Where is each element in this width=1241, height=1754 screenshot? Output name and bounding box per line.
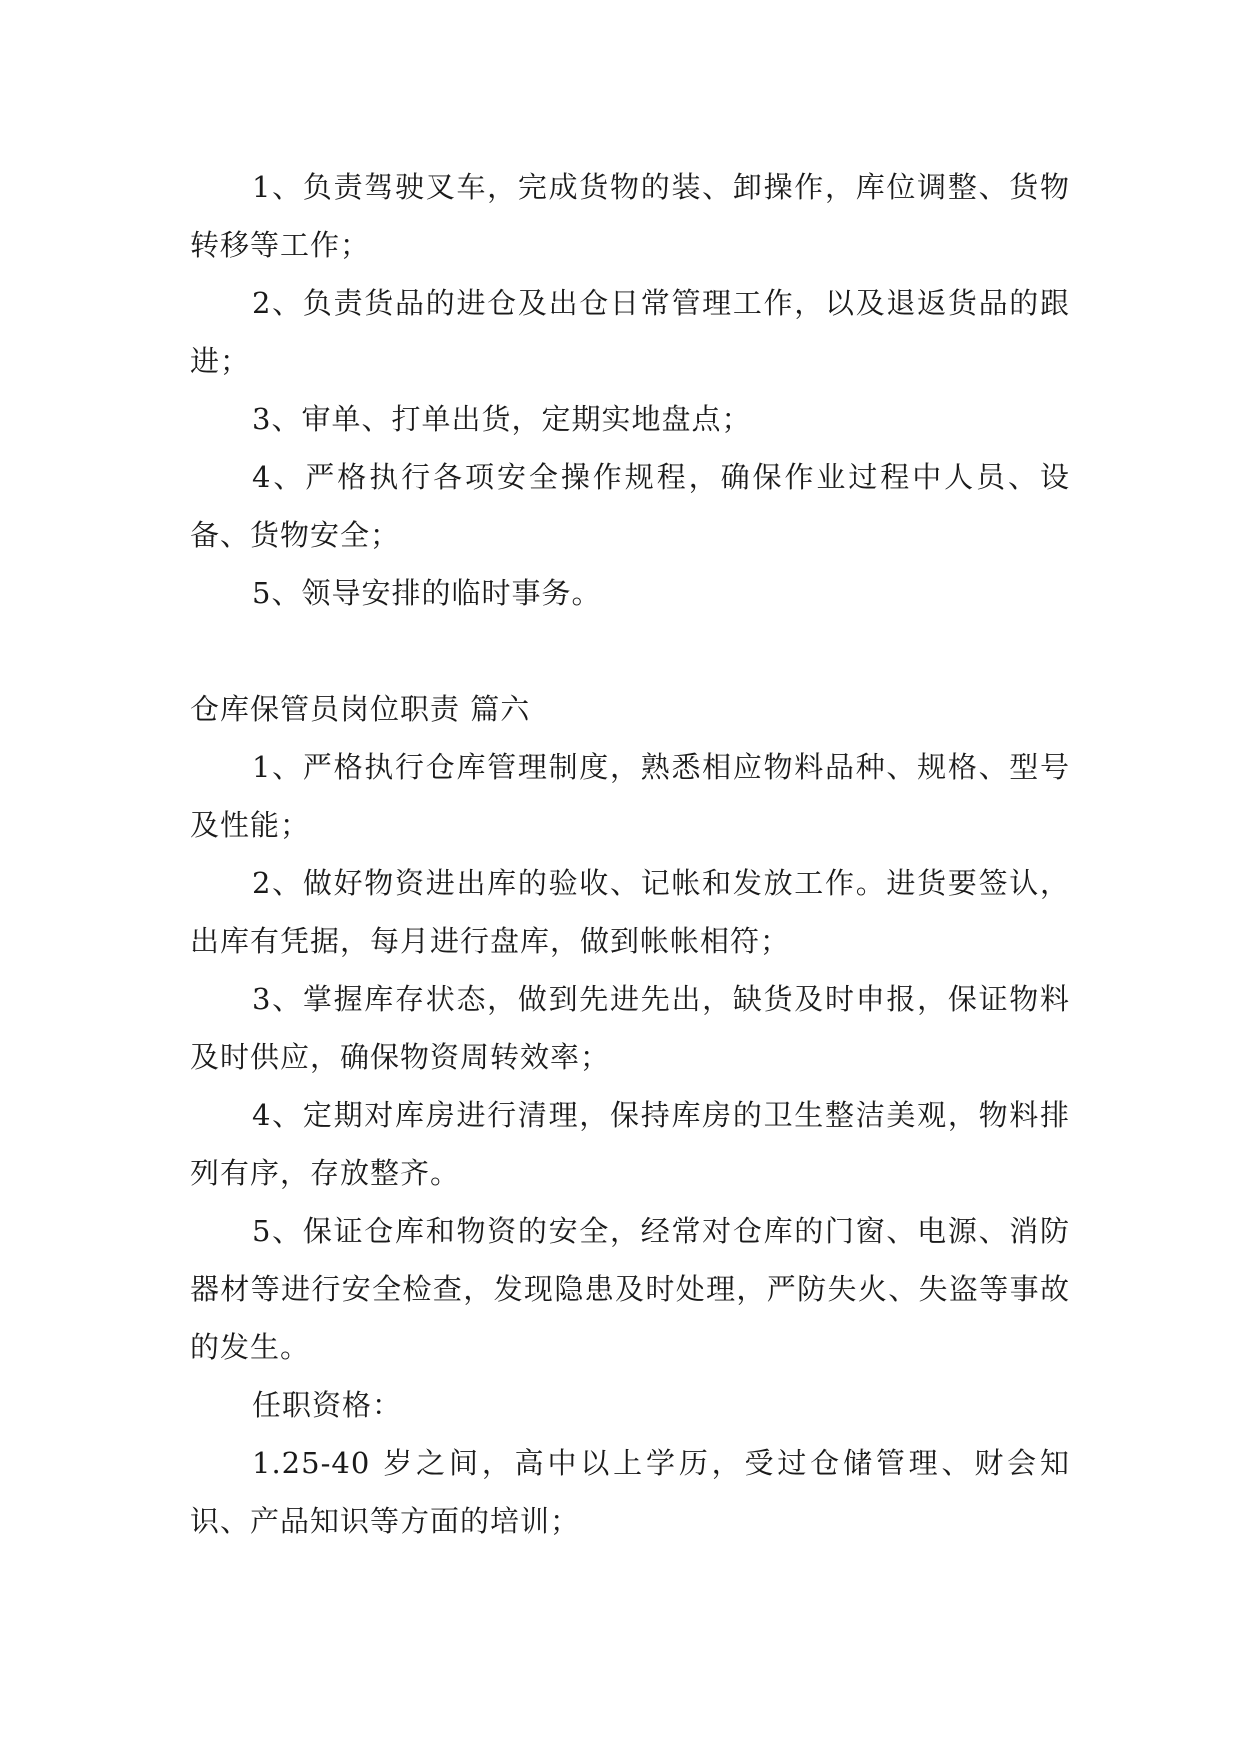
duty-item: 1、严格执行仓库管理制度，熟悉相应物料品种、规格、型号及性能；: [190, 750, 1070, 842]
duty-item: 4、定期对库房进行清理，保持库房的卫生整洁美观，物料排列有序，存放整齐。: [190, 1098, 1070, 1190]
duty-item: 5、领导安排的临时事务。: [252, 576, 602, 610]
duty-item: 2、做好物资进出库的验收、记帐和发放工作。进货要签认，出库有凭据，每月进行盘库，做到帐帐相符；: [190, 866, 1070, 958]
document-body: [190, 158, 1070, 1550]
qualification-label: 任职资格：: [252, 1388, 403, 1422]
duty-item: 1、负责驾驶叉车，完成货物的装、卸操作，库位调整、货物转移等工作；: [190, 170, 1070, 262]
duty-item: 2、负责货品的进仓及出仓日常管理工作，以及退返货品的跟进；: [190, 286, 1070, 378]
qualification-item: 1.25-40 岁之间，高中以上学历，受过仓储管理、财会知识、产品知识等方面的培训；: [190, 1446, 1070, 1538]
section-heading: 仓库保管员岗位职责 篇六: [190, 692, 531, 726]
duty-item: 5、保证仓库和物资的安全，经常对仓库的门窗、电源、消防器材等进行安全检查，发现隐患及时处理，严防失火、失盗等事故的发生。: [190, 1214, 1070, 1364]
duty-item: 3、审单、打单出货，定期实地盘点；: [252, 402, 752, 436]
duty-item: 4、严格执行各项安全操作规程，确保作业过程中人员、设备、货物安全；: [190, 460, 1070, 552]
duty-item: 3、掌握库存状态，做到先进先出，缺货及时申报，保证物料及时供应，确保物资周转效率；: [190, 982, 1070, 1074]
